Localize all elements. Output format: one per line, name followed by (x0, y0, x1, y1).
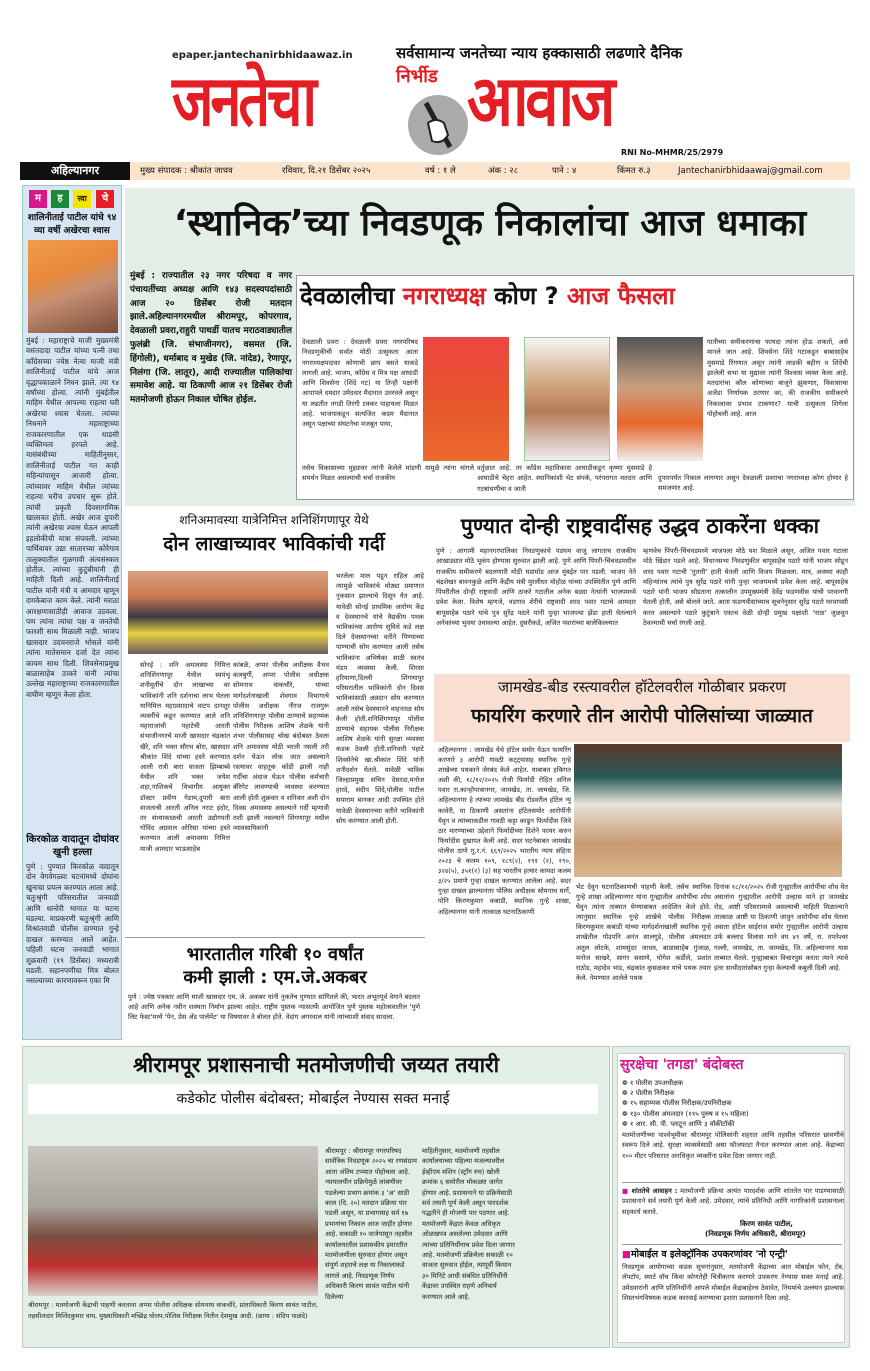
logo-left: जनतेचा (172, 60, 314, 142)
akbar-headline-1: भारतातील गरिबी १० वर्षांत (186, 944, 364, 965)
left-headline-2: किरकोळ वादातून दोघांवर खुनी हल्ला (26, 834, 119, 858)
photo-candidate-1 (423, 337, 509, 461)
fist-pen-icon (408, 95, 468, 155)
deolali-col3b: दुपारपर्यंत निकाल लागणार असून देवळाली प्रवराचा नगराध्यक्ष कोण होणार हे समजणार आहे. (658, 474, 848, 493)
bullet-icon: ■ (622, 1249, 631, 1260)
tagline: सर्वसामान्य जनतेच्या न्याय हक्कासाठी लढणारे दैनिक (396, 44, 683, 62)
noentry-body: निवडणूक आयोगाच्या कडक सूचनांनुसार, मतमोजणी केंद्राच्या आत मोबाईल फोन, टॅब, लॅपटॉप, स्मार्ट वॉच किंवा कोणतेही चित्रीकरण करणारे उपकरण नेण्यास सक्त मनाई आहे. उमेदवारांनी आणि प्रतिनिधींनी आपले मोबाईल केंद्राबाहेरच ठेवावेत, नियमांचे उल्लंघन झाल्यास शिस्तभंगविषयक कडक कारवाई करण्याचा इशारा प्रशासनाने दिला आहे. (622, 1263, 844, 1302)
lead-headline: ‘स्थानिक’च्या निवडणूक निकालांचा आज धमाका (173, 203, 807, 244)
divider (622, 1182, 842, 1183)
bullet-icon: ■ (622, 1187, 632, 1195)
security-list (622, 1078, 844, 1129)
security-headline: सुरक्षेचा 'तगडा' बंदोबस्त (620, 1057, 744, 1073)
left-article-body-2: पुणे : पुण्यात किरकोळ वादातून दोन वेगवेगळ्या घटनांमध्ये दोघांना खुनाचा प्रयत्न करण्यात आला आहे. चतुःश्रृंगी परिसरातील जनवाडी आणि धानोरी भागात या घटना घडल्या. याप्रकरणी चतुःश्रृंगी आणि विश्रांतवाडी पोलीस ठाण्यात गुन्हे दाखल करण्यात आले आहेत. पहिली घटना जनवाडी भागात शुक्रवारी (१९ डिसेंबर) मध्यरात्री घडली. सहानपणीचा मित्र बोलत नसल्याच्या कारणावरून एका मि (26, 862, 119, 986)
site-url[interactable]: epaper.jantechanirbhidaawaz.in (172, 50, 353, 61)
pune-headline: पुण्यात दोन्ही राष्ट्रवादींसह उद्धव ठाकरेंना धक्का (460, 514, 820, 538)
left-headline: शालिनीताई पाटील यांचे ९४ व्या वर्षी अखेरचा श्वास (27, 213, 117, 236)
security-signer: किरण सावंत पाटील, (740, 1220, 793, 1228)
badge-letter: ह (51, 190, 69, 208)
price: किंमत रु.३ (617, 166, 651, 176)
shani-headline: दोन लाखाच्यावर भाविकांची गर्दी (163, 533, 385, 555)
pune-col1: पुणे : आगामी महानगरपालिका निवडणुकांचे पडघम वाजू लागताच राजकीय आखाड्यात मोठे भूकंप होण्यास सुरुवात झाली आहे. पुणे आणि पिंपरी-चिंचवडमधील राजकीय समीकरणे बदलणारी मोठी घडामोड आज मुंबईत पार पडली. भाजप नेते चंद्रशेखर बावनकुळे आणि केंद्रीय मंत्री मुरलीधर मोहोळ यांच्या उपस्थितीत पुणे आणि पिंपरीतील दोन्ही राष्ट्रवादी आणि ठाकरे गटातील अनेक बड्या नेत्यांनी भाजपमध्ये प्रवेश केला. विशेष म्हणजे, वडगाव शेरीचे राष्ट्रवादी शरद पवार गटाचे आमदार बापूसाहेब पठारे यांचे पुत्र सुरेंद्र पठारे यांनी पुन्हा भाजपचा झेंडा हाती घेतल्याने अनेकांच्या भुवया उंचावल्या आहेत. दुसरीकडे, अजित पवारांच्या बालेकिल्ल्यात (436, 547, 636, 628)
security-body: मतमोजणीच्या पार्श्वभूमीवर श्रीरामपूर पोलिसांनी शहरात आणि तहसील परिसरात छावणीचे स्वरूप दिले आहे. सुरक्षा व्यवस्थेसाठी असा फौजफाटा तैनात करण्यात आला आहे. केंद्राच्या १०० मीटर परिसरात अनधिकृत व्यक्तींना प्रवेश दिला जाणार नाही. (622, 1131, 844, 1160)
pages: पाने : ४ (552, 166, 577, 176)
lead-intro: मुंबई : राज्यातील २३ नगर परिषदा व नगर पंचायतींच्या अध्यक्ष आणि १४३ सदस्यपदांसाठी आज २० डिसेंबर रोजी मतदान झाले.अहिल्यानगरमधील श्रीरामपूर, कोपरगाव, देवळाली प्रवरा,राहुरी पाथर्डी यातच मराठवाड्यातील फुलंब्री (जि. संभाजीनगर), वसमत (जि. हिंगोली), धर्माबाद व मुखेड (जि. नांदेड), रेणापूर, निलंगा (जि. लातूर), आदी राज्यातील पालिकांचा समावेश आहे. या ठिकाणी आज २१ डिसेंबर रोजी मतमोजणी होऊन निकाल घोषित होईल. (130, 271, 292, 406)
city-label: अहिल्यानगर (20, 162, 130, 180)
badge-letter: त्त्वा (73, 190, 91, 208)
divider (125, 937, 425, 938)
list-item: ❁ २ पोलीस निरीक्षक (622, 1089, 675, 1098)
list-item: ❁ १ आर. सी. पी. प्लाटून आणि ३ वॉकीटॉकी (622, 1119, 735, 1128)
shani-col1: सोनई : शनि अमावस्या निमित्त शनिशिंगणापूर येथील स्वयंभू शनीमूर्तीचे दोन लाखाच्या वर भाविकांनी शनि दर्शनाचा लाभ घेतला यानिमित्त महाप्रसादाचे वाटप दानशूर व्यक्तींचे कडून करण्यात आले शनि महाराजांची पहाटेची आरती संभाजीनगरचे माजी खासदार चंद्रकांत खैरे, शनि भक्त सौरभ बोरा, खासदार श्रीकांत शिंदे यांच्या हस्ते करण्यात आली रात्री बारा वाजता झिम्बाब्वे येथील शनि भक्त जयेश शहा,नाशिकचे विभागीय आयुक्त डॉक्टर प्रवीण गेडाम,दुपारी बारा वाजताची आरती अनिल नराट इंदोर, तर संध्याकाळची आरती उद्योगपती गोविंद अग्रवाल ओरिसा यांच्या हस्ते करण्यात आली अमावस्या निमित्त माजी आमदार भाऊसाहेब (140, 661, 230, 853)
shrirampur-caption: श्रीरामपूर : मतमोजणी केंद्राची पाहणी करताना अप्पर पोलीस अधिक्षक सोमनाथ वाकचौरे, प्रांताधिकारी किरण सावंत पाटील, तहसीलदार मिलिंदकुमार वाघ, मुख्याधिकारी मच्छिंद्र घोलप,पोलिस निरीक्षक नितीन देशमुख आदी. (छाया : संदिप पाळंदे) (28, 1301, 318, 1320)
deolali-col2: वर्तुळात आहे. तर काँग्रेस महाविकास आघाडीकडून कृष्णा मुसमाडे हे आघाडीचे चेहरा आहेत. स्थानिकांशी थेट संपर्क, परंपरागत मतदार आणि गटबांधणीचा व जाती (477, 464, 652, 493)
headline-part: कोण ? (485, 282, 567, 310)
noentry-headline: ■मोबाईल व इलेक्ट्रॉनिक उपकरणांवर 'नो एन्ट्री' (622, 1249, 788, 1260)
shani-side: भरलेला माल पडून राहिल आहे त्यामुळे भाविकांचे मोठ्या प्रमाणात नुकसान झाल्याचे दिसून येत आहे. यावेळी सोनई प्राथमिक आरोग्य केंद्र व देवस्थानचे यांचे वैद्यकीय पथक भाविकांच्या आरोग्य सुविधे कडे लक्ष दिले देवस्थानच्या वतीने पिण्याच्या पाण्याची सोय करण्यात आली तसेच भाविकांना अभिषेका साठी स्वतंत्र मंडप व्यवस्था केली. शिरसा हरियाणा,दिल्ली शिंगणापूर परिसरातील भाविकांनी दोन दिवस भाविकांसाठी अन्नदान सोय करण्यात आली तसेच देवस्थानने वाहनतळ सोय केली होती.शनिशिंगणापूर पोलीस ठाण्याचे सहायक पोलीस निरीक्षक आशिष शेळके यांनी सुरक्षा व्यवस्था कडक ठेवली होती.शनिवारी पहाटे शिवसेनेचे खा.श्रीकांत शिंदे यांनी शनीदर्शन घेतले. यावेळी भाविक जिल्हाप्रमुख सचिन देसरडा,मनोज हारदे, संदीप शिंदे,पोलीस पाटील सयाराम बानकर आदी उपस्थित होते यावेळी देवस्थानच्या वतीने भाविकांनी सोय करण्यात आली होती. (336, 572, 424, 825)
logo-right: आवाज (467, 60, 612, 142)
deolali-col3: पातीच्या समीकरणाचा फायदा त्यांना होऊ शकतो, असे मानले जात आहे. शिवसेना शिंदे गटाकडून बाबासाहेब मुसमाडे रिंगणात असून त्यांनी लाडकी बहीण व शिंदेंची झालेली सभा या मुद्यावर त्यांनी विश्वास व्यक्त केला आहे. मतदारांचा कौल कोणाच्या बाजूने झुकणार, विकासाचा अजेंडा निर्णायक ठरणार का, की राजकीय समीकरणे निकालावर प्रभाव टाकणार? याची उत्सुकता शिगेला पोहोचली आहे. आज (707, 338, 848, 419)
firing-kicker: जामखेड-बीड रस्त्यावरील हॉटेलवरील गोळीबार प्रकरण (497, 678, 787, 696)
security-signer-title: (निवडणूक निर्णय अधिकारी, श्रीरामपूर) (705, 1230, 806, 1238)
shani-kicker: शनिअमावस्या यात्रेनिमित्त शनिशिंगणापूर येथे (179, 513, 369, 527)
badge-letter: म (29, 190, 47, 208)
year: वर्ष : १ ले (425, 166, 456, 176)
headline-part: देवळालीचा (300, 282, 403, 310)
email[interactable]: Jantechanirbhidaawaj@gmail.com (678, 166, 823, 176)
list-item: ❁ १५ सहाय्यक पोलीस निरीक्षक/उपनिरीक्षक (622, 1099, 732, 1108)
photo-shani-crowd (128, 571, 328, 654)
logo-middle: निर्भीड (396, 66, 438, 87)
shani-col2: कांबळे, अप्पर पोलीस अधीक्षक वैभव कलबुर्गी, अप्पर पोलीस अधीक्षक सोमनाथ वाकचौरे, यांच्या मार्गदर्शनाखाली शेवगाव विभागाचे पोलीस अधीक्षक नीरज राजगुरू शनिशिंगणापूर पोलीस ठाण्याचे सहाय्यक पोलीस निरीक्षक आशिष शेळके यांनी शंभर पोलीसासह चोख बंदोबस्त ठेवला शनि अमावस्या मोठी भरली नसली तरी दर्शन घेऊन लोक जात असल्याने रस्त्यावर वाहतूक कोंडी झाली नाही गर्दीचा अंदाज घेऊन पोलीस कर्मचारी बॅरिगेट लावण्याची व्यवस्था करण्यात आली होती शुक्रवार व शनिवार अशी दोन दिवस अमावस्या असल्याने गर्दी म्हणावी तशी झाली नसल्याने शिंगणापूर मधील व्यावसायिकांनी (233, 661, 329, 833)
headline-part: नगराध्यक्ष (402, 282, 486, 310)
badge-letter: चे (96, 190, 114, 208)
issue: अंक : २८ (488, 166, 519, 176)
shrirampur-subhead: कडेकोट पोलीस बंदोबस्त; मोबाईल नेण्यास सक्त मनाई (28, 1084, 598, 1114)
deolali-col1: देवळाली प्रवरा : देवळाली प्रवरा नगरपरिषद निवडणुकीची सर्वात मोठी उत्सुकता आता नगराध्यक्षपदावर कोणाची छाप बसते याकडे लागली आहे. भाजप, काँग्रेस व मित्र पक्ष आघाडी आणि शिवसेना (शिंदे गट) या तिन्ही पक्षांनी आपापले दमदार उमेदवार मैदानात उतरवले असून या लढतीत तगडी तिरंगी टक्कर पाहायला मिळत आहे. भाजपाकडून सत्यजित कदम मैदानात असून पक्षाच्या संघटनेचा मजबूत पाया, (302, 338, 418, 429)
firing-col1: अहिल्यानगर : जामखेड येथे हॉटेल समोर येऊन फायरिंग करणारे ३ आरोपी गावठी कट्ट्यासह स्थानिक गुन्हे शाखेच्या पथकाने जेरबंद केले आहेत. याबाबत हकिगत अशी की, १८/१२/२०२५ रोजी फिर्यादी रोहित अनिल पवार रा.कान्होपात्रानगर, जामखेड, ता. जामखेड, जि. अहिल्यानगर हे त्यांच्या जामखेड बीड रोडवरील हॉटेल न्यु कावेरी, या ठिकाणी असतांना हॉटेलसमोर आरोपींनी येवुन व त्यांच्याकडील गावठी कट्टा काढुन फिर्यादीस जिवे ठार मारण्याच्या उद्देशाने फिर्यादीच्या दिशेने फायर करुन फिर्यादीस दुखापत केली आहे. सदर घटनेबाबत जामखेड पोलीस ठाणे गु.र.नं. ६६९/२०२५ भारतीय न्याय संहिता २०२३ चे कलम १०९, १८९(२), १९१ (२), १९०, ३२४(५), ३५१(२) (३) सह भारतीय हत्यार कायदा कलम ३/२५ प्रमाणे गुन्हा दाखल करण्यात आलेला आहे. सदर गुन्हा दाखल झाल्यानंतर पोलिस अधीक्षक सोमनाथ घार्गे, पोनि किरणकुमार कबाडी, स्थानिक गुन्हे शाखा, अहिल्यानगर यांनी तात्काळ घटनाठिकाणी (438, 746, 571, 916)
deolali-col1b: तसेच विकासाच्या मुद्द्यावर त्यांनी केलेले मांडणी यामुळे त्यांना चांगले समर्थन मिळत असल्याची चर्चा राजकीय (302, 464, 474, 483)
firing-col3: दिनांक १८/१२/२०२५ रोजी गुन्ह्यातील आरोपींचा शोध घेत असतांना गुन्ह्यातील आरोपी उल्हास माने हा जामखेड रोड, आष्टी परिसरामध्ये असल्याची माहिती मिळाल्याने तात्काळ आष्टी या ठिकाणी जावुन आरोपीचा शोध घेतला असता हॉटेल साईराज समोर गुन्ह्यातील आरोपी उल्हास उर्फ बल्लाद विलास माने वय ४९ वर्षे, रा. तपनेश्वर गल्ली, जामखेड, ता. जामखेड, जि. अहिल्यानगर यास ताब्यात घेतले. गुन्ह्याबाबत विचारपुस करता त्याने त्याचे इतर साथीदारांसोबत गुन्हा केल्याची कबुली दिली आहे. (714, 883, 848, 972)
akbar-headline-2: कमी झाली : एम.जे.अकबर (183, 967, 367, 988)
firing-headline: फायरिंग करणारे तीन आरोपी पोलिसांच्या जाळ्यात (471, 705, 813, 727)
shrirampur-headline: श्रीरामपूर प्रशासनाची मतमोजणीची जय्यत तयारी (132, 1053, 500, 1077)
left-article-body: मुंबई : महाराष्ट्राचे माजी मुख्यमंत्री वसंतदादा पाटील यांच्या पत्नी तथा काँग्रेसच्या ज्येष्ठ नेत्या माजी मंत्री शालिनीताई पाटील यांचे आज वृद्धापकाळाने निधन झाले. त्या ९४ वर्षांच्या होत्या. त्यांनी मुंबईतील माहिम येथील आपल्या राहत्या घरी अखेरचा श्वास घेतला. त्यांच्या निधनाने महाराष्ट्राच्या राजकारणातील एक धाडसी व्यक्तिमत्व हरपले आहे. यासंबंधीच्या माहितीनुसार, शालिनीताई पाटील गत काही महिन्यांपासून आजारी होत्या. त्यांच्यावर माहिम येथील त्यांच्या राहत्या घरीच उपचार सुरू होते. त्यांची प्रकृती दिवसागणिक खालावत होती. अखेर आज दुपारी त्यांनी अखेरचा श्वास घेऊन आपली इहलोकीची यात्रा संपवली. त्यांच्या पार्थिवावर उद्या सातारच्या कोरेगाव तालुक्यातील गुळगावी अंत्यसंस्कार होतील. त्यांच्या कुटुंबीयांनी ही माहिती दिली आहे. शालिनीताई पाटील यांनी मंत्री व आमदार म्हणून दणकेबाज काम केले. त्यांनी मराठा आरक्षणासाठीही आवाज उठवला. पण त्यांना त्यांचा पक्ष व जनतेची फारशी साथ मिळाली नाही. भाजप खासदार उदयनराजे भोसले यांनी त्यांना मातेसमान दर्जा देत त्यांना कायम साथ दिली. शिवसेनाप्रमुख बाळासाहेब ठाकरे यांनी त्यांचा उल्लेख महाराष्ट्राच्या राजकारणातील वाघीण म्हणून केला होता. (26, 336, 119, 699)
photo-candidate-3 (617, 337, 703, 461)
rni-number: RNI No-MHMR/25/2979 (621, 148, 724, 157)
deolali-headline (300, 276, 850, 316)
list-item: ❁ १३० पोलीस अंमलदार (११५ पुरुष व १५ महिला) (622, 1109, 749, 1118)
photo-accused-police (574, 744, 842, 877)
headline-part: आज फैसला (566, 282, 675, 310)
pune-col2: म्हणवेच पिंपरी-चिंचवडमध्ये भाजपला मोठे यश मिळाले असून, अजित पवार गटाला मोठे खिंडार पडले आहे. विधानसभा निवडणुकीत बापूसाहेब पठारे यांनी भाजप सोडून शरद पवार गटाची 'तुतारी' हाती घेतली आणि विजय मिळवला. मात्र, अवघ्या काही महिन्यांतच त्यांचे पुत्र सुरेंद्र पठारे यांनी पुन्हा भाजपमध्ये प्रवेश केला आहे. बापूसाहेब पठारे यांनी भाजप सोडताना तत्कालीन उपमुख्यमंत्री देवेंद्र फडणवीस यांची परवानगी घेतली होती, असे बोलले जाते. आता फडणवीसांच्याच सूचनेनुसार सुरेंद्र पठारे घरवापसी करत असल्याने पठारे कुटुंबाने एकाच वेळी दोन्ही प्रमुख पक्षांशी 'नाळ' जुळवून ठेवल्याची चर्चा रंगली आहे. (643, 547, 848, 628)
date: रविवार, दि.२१ डिसेंबर २०२५ (282, 166, 371, 176)
akbar-body: पुणे : ज्येष्ठ पत्रकार आणि माजी खासदार एम. जे. अकबर यांनी नुकतेच पुण्यात सांगितले की, भारत अभूतपूर्व वेगाने बदलत आहे आणि अनेक नवीन शक्यता निर्माण झाल्या आहेत. राष्ट्रीय पुस्तक न्यासतर्फे आयोजित पुणे पुस्तक महोत्सवातील 'पुणे लिट फेस्ट'मध्ये 'पेन, प्रेस अँड पार्लमेंट' या विषयावर ते बोलत होते. वेदांग अगरवाल यांनी त्यांच्याशी संवाद साधला. (128, 993, 420, 1022)
firing-col2: भेट देवुन घटनाठिकाणची पाहणी केली. तसेच स्थानिक गुन्हे शाखा अहिल्यानगर यांना गुन्ह्यातील आरोपींचा शोध घेवुन त्यांना ताब्यात घेण्याबाबत आदेशित केले होते. त्यानुसार स्थानिक गुन्हे शाखेचे पोलीस निरीक्षक किरणकुमार कबाडी यांच्या मार्गदर्शनाखाली स्थानिक गुन्हे शाखेतील पोउपनि अनंत सालगुडे, पोलीस अंमलदार अतुल लोटके, शामसुंदर जाधव, बाळासाहेब गुंजाळ, मनोज साखरे, सागर ससाणे, योगेश कर्डीले, प्रशांत राठोड, महादेव भांड, चंद्रकांत कुसळकर यांचे पथक तयार केले. नेमण्यात आलेले पथक (576, 883, 711, 982)
photo-shalinitai (28, 240, 118, 333)
security-appeal: ■ शांततेचे आवाहन : मतमोजणी प्रक्रिया अत्यंत पारदर्शक आणि शांततेत पार पाडण्यासाठी प्रशासनाने सर्व तयारी पूर्ण केली आहे. उमेदवार, त्यांचे प्रतिनिधी आणि नागरिकांनी प्रशासनाला सहकार्य करावे. (622, 1187, 844, 1216)
list-item: ❁ १ पोलीस उपअधीक्षक (622, 1079, 684, 1087)
shrirampur-col2: माहितीनुसार, मतमोजणी तहसील कार्यालयाच्या पहिल्या मजल्यावरील ईव्हीएम मशिन (स्ट्रॉंग रुम) खोली क्रमांक ६ समोरील मोकळ्या जागेत होणार आहे. प्रशासनाने या प्रक्रियेसाठी सर्व तयारी पूर्ण केली असून पारदर्शक पद्धतीने ही मोजणी पार पडणार आहे. मतमोजणी केंद्रात केवळ अधिकृत ओळखपत्र असलेल्या उमेदवार आणि त्यांच्या प्रतिनिधींनाच प्रवेश दिला जाणार आहे. मतमोजणी प्रक्रियेला सकाळी १० वाजता सुरुवात होईल, त्यापूर्वी किमान ३० मिनिटे आधी संबंधित प्रतिनिधींनी केंद्रावर उपस्थित राहणे अनिवार्य करण्यात आले आहे. (422, 1147, 515, 1301)
shrirampur-col1: श्रीरामपूर : श्रीरामपूर नगरपरिषद सार्वत्रिक निवडणूक २०२५ चा रणसंग्राम आता अंतिम टप्प्यात पोहोचला आहे. न्यायालयीन प्रक्रियेमुळे लांबणीवर पडलेल्या प्रभाग क्रमांक ३ 'अ' साठी काल (दि. २०) मतदान प्रक्रिया पार पडली असून, या प्रभागासह सर्व १७ प्रभागांचा निकाल आज जाहीर होणार आहे. सकाळी १० वाजेपासून तहसील कार्यालयातील प्रशासकीय इमारतीत मतमोजणीला सुरुवात होणार असून संपूर्ण शहराचे लक्ष या निकालाकडे लागले आहे. निवडणूक निर्णय अधिकारी किरण सावंत पाटील यांनी दिलेल्या (325, 1147, 417, 1301)
editor: मुख्य संपादक : श्रीकांत जाधव (140, 166, 233, 176)
photo-candidate-2 (524, 337, 610, 461)
divider (622, 1244, 842, 1245)
photo-counting-centre (28, 1146, 318, 1296)
